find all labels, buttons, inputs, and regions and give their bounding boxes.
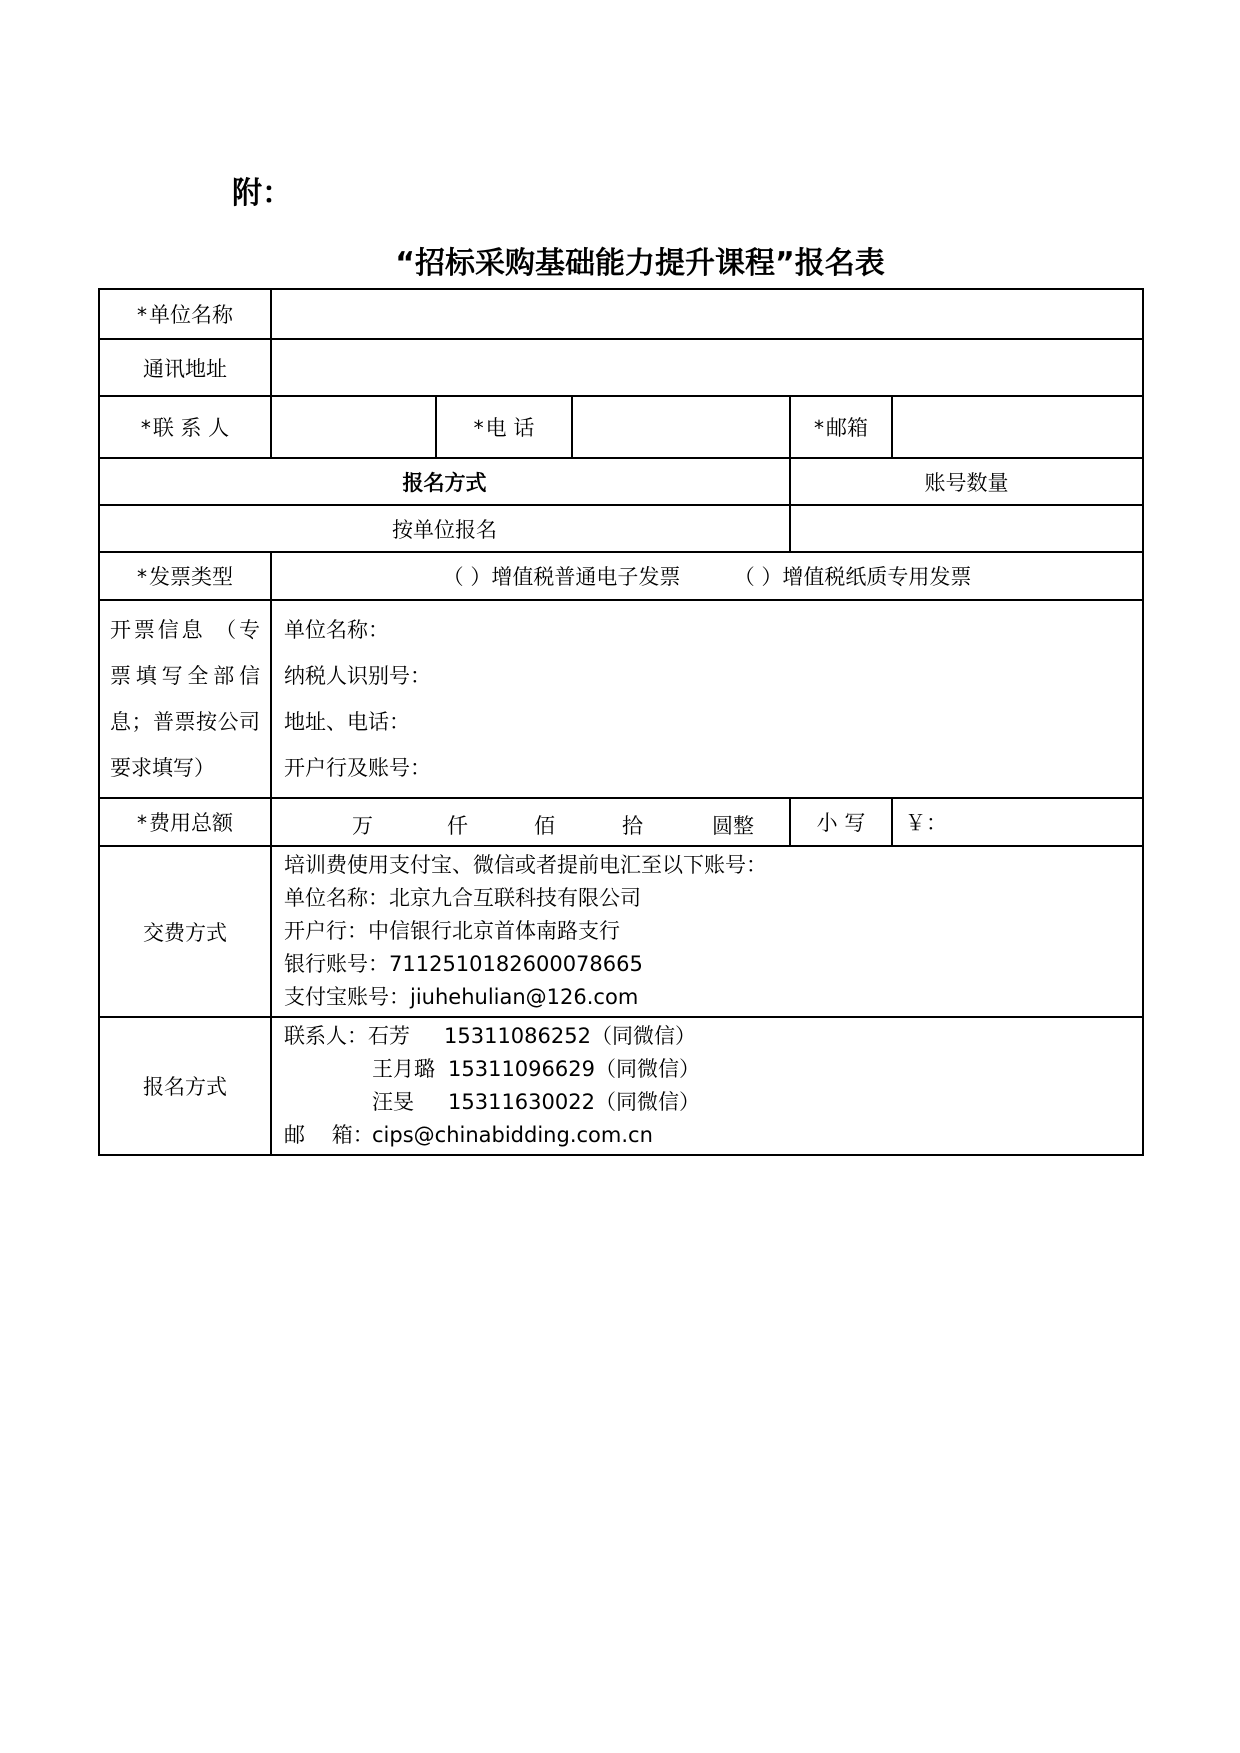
fee-unit-yuanzheng: 圆整 <box>712 814 754 838</box>
contact-label: *联 系 人 <box>99 396 271 458</box>
account-count-field[interactable] <box>790 505 1143 552</box>
email-prefix: 邮 箱： <box>284 1123 374 1147</box>
payment-unit-name: 单位名称：北京九合互联科技有限公司 <box>284 886 641 910</box>
contact-name: 汪旻 <box>372 1090 414 1114</box>
payment-account-number: 银行账号：7112510182600078665 <box>284 952 643 976</box>
phone-label: *电 话 <box>436 396 572 458</box>
page-title: “招标采购基础能力提升课程”报名表 <box>395 246 885 281</box>
fee-chinese-amount[interactable] <box>271 798 790 846</box>
registration-form <box>98 288 1144 1156</box>
invoice-type-label: *发票类型 <box>99 552 271 600</box>
account-count-header: 账号数量 <box>790 458 1143 505</box>
payment-bank: 开户行：中信银行北京首体南路支行 <box>284 919 620 943</box>
method-header: 报名方式 <box>99 458 790 505</box>
fee-unit-wan: 万 <box>352 814 373 838</box>
required-star: * <box>137 303 147 327</box>
signup-email[interactable]: cips@chinabidding.com.cn <box>372 1123 653 1147</box>
contact-phone: 15311096629（同微信） <box>448 1057 700 1081</box>
payment-info <box>271 846 1143 1017</box>
required-star: * <box>473 416 484 440</box>
yen-label: ￥： <box>905 811 947 835</box>
invoice-unit-name: 单位名称： <box>284 618 389 642</box>
unit-name-field[interactable] <box>271 289 1143 339</box>
phone-field[interactable] <box>572 396 790 458</box>
required-star: * <box>137 565 147 589</box>
attachment-label: 附： <box>232 176 292 211</box>
fee-unit-qian: 仟 <box>447 814 468 838</box>
fee-unit-shi: 拾 <box>622 814 643 838</box>
unit-name-label: *单位名称 <box>99 289 271 339</box>
fee-small-amount[interactable] <box>892 798 1143 846</box>
payment-method-label: 交费方式 <box>99 846 271 1017</box>
fee-total-label: *费用总额 <box>99 798 271 846</box>
method-by-unit: 按单位报名 <box>99 505 790 552</box>
contact-row <box>272 1053 1142 1086</box>
contact-row <box>272 1020 1142 1053</box>
required-star: * <box>814 416 824 440</box>
payment-instruction: 培训费使用支付宝、微信或者提前电汇至以下账号： <box>284 853 767 877</box>
contact-phone: 15311086252（同微信） <box>444 1024 696 1048</box>
address-label: 通讯地址 <box>99 339 271 396</box>
email-label: *邮箱 <box>790 396 892 458</box>
contact-name: 王月璐 <box>372 1057 435 1081</box>
fee-unit-bai: 佰 <box>534 814 555 838</box>
invoice-taxpayer-id: 纳税人识别号： <box>284 664 431 688</box>
invoice-option-electronic[interactable]: （ ）增值税普通电子发票 <box>442 565 681 589</box>
invoice-info-label: 开票信息 （专票填写全部信息；普票按公司要求填写） <box>99 600 271 798</box>
invoice-option-paper[interactable]: （ ）增值税纸质专用发票 <box>733 565 972 589</box>
required-star: * <box>137 811 147 835</box>
signup-email-row <box>272 1119 1142 1152</box>
contact-phone: 15311630022（同微信） <box>448 1090 700 1114</box>
invoice-info-fields[interactable] <box>271 600 1143 798</box>
contact-prefix: 联系人： <box>284 1024 368 1048</box>
contact-name: 石芳 <box>368 1024 410 1048</box>
address-field[interactable] <box>271 339 1143 396</box>
contact-field[interactable] <box>271 396 436 458</box>
contact-row <box>272 1086 1142 1119</box>
signup-method-label: 报名方式 <box>99 1017 271 1155</box>
required-star: * <box>140 416 151 440</box>
fee-small-label: 小 写 <box>790 798 892 846</box>
invoice-address-phone: 地址、电话： <box>284 710 410 734</box>
invoice-bank-account: 开户行及账号： <box>284 756 431 780</box>
signup-contacts <box>271 1017 1143 1155</box>
email-field[interactable] <box>892 396 1143 458</box>
invoice-type-options <box>271 552 1143 600</box>
payment-alipay: 支付宝账号：jiuhehulian@126.com <box>284 985 639 1009</box>
